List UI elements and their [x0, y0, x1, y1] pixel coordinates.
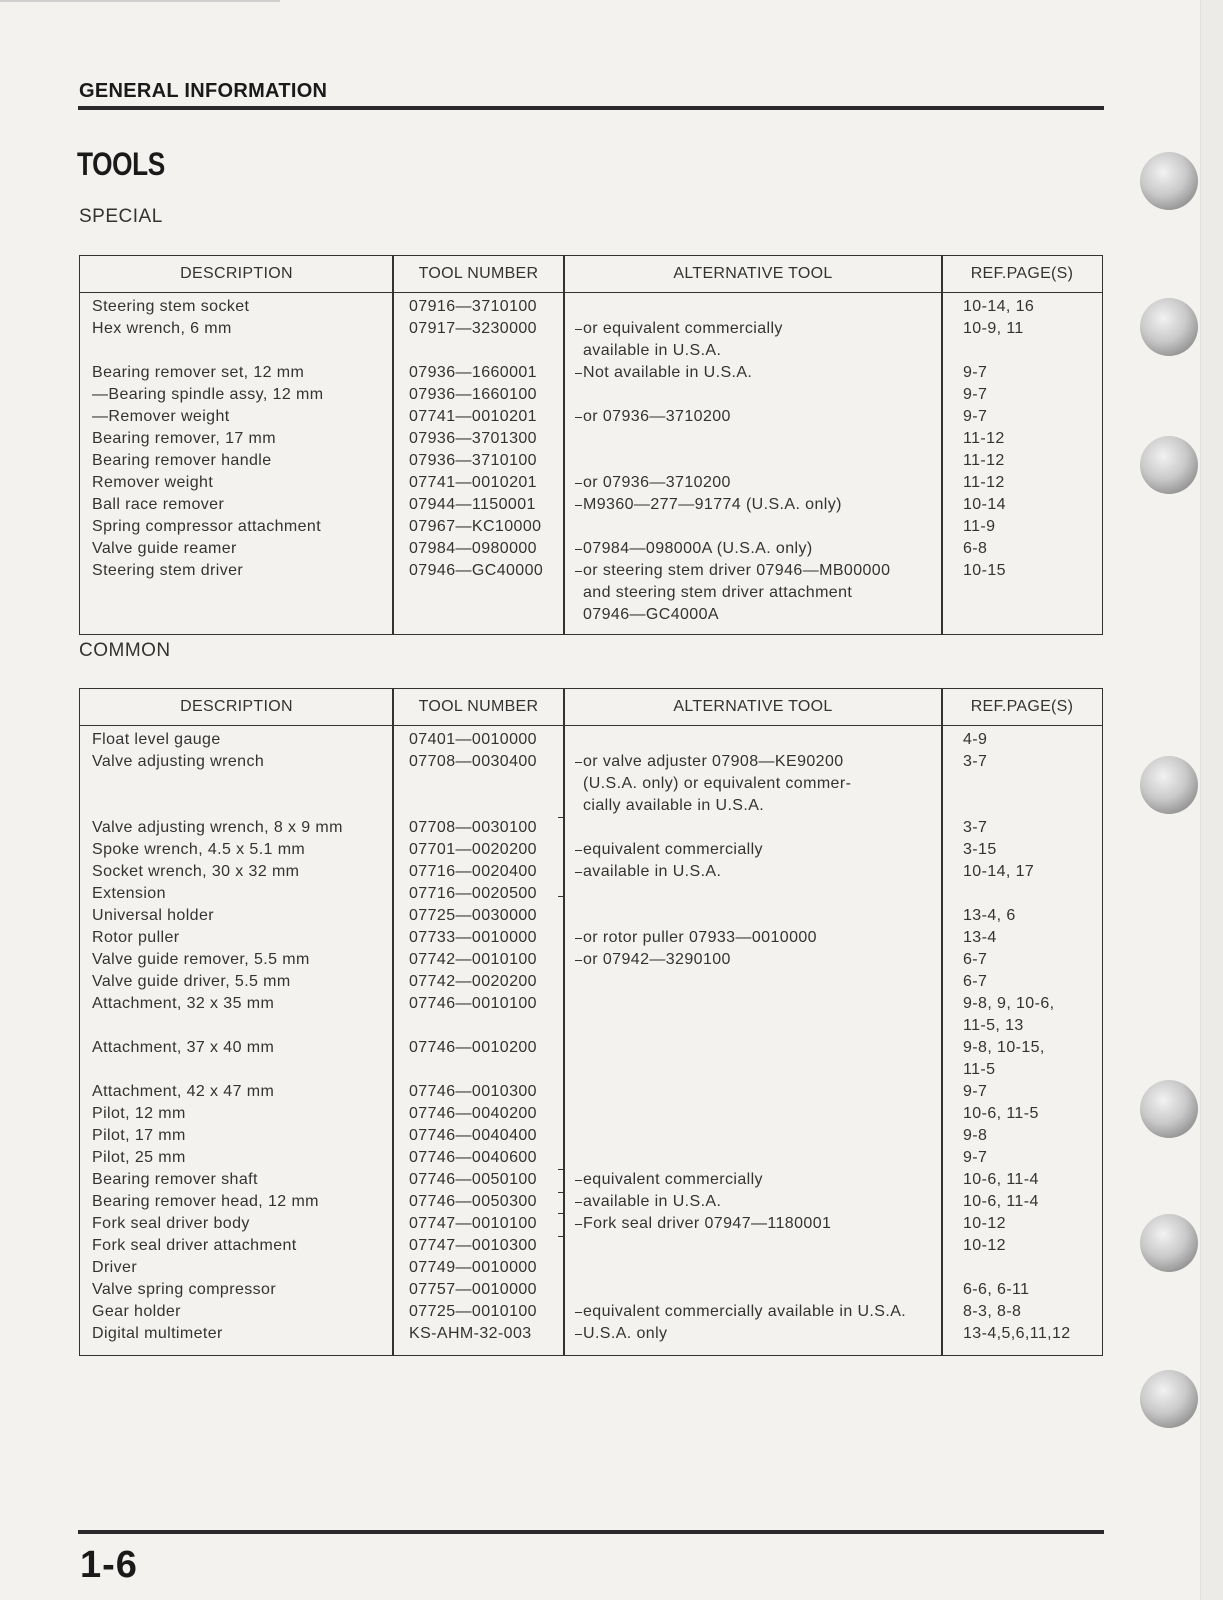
alternative-tool: or 07942—3290100 — [573, 949, 951, 971]
alternative-tool: equivalent commercially available in U.S.A. — [573, 1301, 951, 1323]
tool-number: 07708—0030400 — [409, 753, 537, 770]
column-header-description: DESCRIPTION — [180, 265, 293, 282]
tool-number: 07936—3710100 — [409, 452, 537, 469]
tool-description: Fork seal driver body — [92, 1215, 250, 1232]
alternative-tool: Not available in U.S.A. — [573, 362, 951, 384]
tool-number: 07746—0050100 — [409, 1171, 537, 1188]
common-tools-table — [79, 688, 1103, 1356]
ref-pages: 9-7 — [963, 408, 988, 425]
alternative-tool: equivalent commercially — [573, 1169, 951, 1191]
alternative-tool — [573, 993, 951, 1037]
table-row — [80, 1235, 1102, 1257]
tool-number: 07741—0010201 — [409, 408, 537, 425]
tool-description: —Remover weight — [92, 408, 230, 425]
tool-description: Remover weight — [92, 474, 214, 491]
group-bracket — [558, 817, 564, 897]
table-row — [80, 993, 1102, 1037]
table-header — [80, 689, 1102, 726]
table-row — [80, 516, 1102, 538]
alternative-tool: U.S.A. only — [573, 1323, 951, 1345]
tool-number: 07708—0030100 — [409, 819, 537, 836]
alternative-tool — [573, 384, 951, 406]
tool-number: 07757—0010000 — [409, 1281, 537, 1298]
ref-pages: 13-4 — [963, 929, 997, 946]
table-row — [80, 1147, 1102, 1169]
tool-number: 07746—0010200 — [409, 1039, 537, 1056]
ref-pages: 3-7 — [963, 819, 988, 836]
tool-description: Bearing remover handle — [92, 452, 272, 469]
tool-number: KS-AHM-32-003 — [409, 1325, 532, 1342]
alternative-tool — [573, 1103, 951, 1125]
tool-number: 07916—3710100 — [409, 298, 537, 315]
column-header-ref-pages: REF.PAGE(S) — [970, 698, 1074, 715]
binder-hole — [1140, 152, 1198, 210]
tool-number: 07944—1150001 — [409, 496, 536, 513]
table-row — [80, 406, 1102, 428]
alternative-tool — [573, 516, 951, 538]
binder-hole — [1140, 756, 1198, 814]
tool-number: 07746—0010100 — [409, 995, 537, 1012]
table-row — [80, 1037, 1102, 1081]
scan-edge — [0, 0, 280, 2]
special-tools-table — [79, 255, 1103, 635]
tool-number: 07967—KC10000 — [409, 518, 542, 535]
section-header: GENERAL INFORMATION — [79, 80, 328, 102]
table-row — [80, 1301, 1102, 1323]
table-row — [80, 384, 1102, 406]
ref-pages: 8-3, 8-8 — [963, 1303, 1022, 1320]
ref-pages: 10-6, 11-4 — [963, 1193, 1039, 1210]
table-row — [80, 450, 1102, 472]
table-row — [80, 1103, 1102, 1125]
alternative-tool: available in U.S.A. — [573, 861, 951, 883]
common-subheading: COMMON — [79, 640, 171, 661]
table-row — [80, 1169, 1102, 1191]
alternative-tool: M9360—277—91774 (U.S.A. only) — [573, 494, 951, 516]
ref-pages: 9-7 — [963, 364, 988, 381]
ref-pages: 10-14, 16 — [963, 298, 1035, 315]
tool-number: 07936—1660001 — [409, 364, 537, 381]
alternative-tool: or valve adjuster 07908—KE90200 (U.S.A. only) or equivalent commer- cially available in U.S.A. — [573, 751, 951, 817]
table-row — [80, 1191, 1102, 1213]
ref-pages: 9-7 — [963, 1149, 988, 1166]
tool-description: Spoke wrench, 4.5 x 5.1 mm — [92, 841, 306, 858]
table-row — [80, 1213, 1102, 1235]
binder-hole — [1140, 1214, 1198, 1272]
tool-description: Universal holder — [92, 907, 215, 924]
ref-pages: 10-14, 17 — [963, 863, 1035, 880]
column-header-ref-pages: REF.PAGE(S) — [970, 265, 1074, 282]
table-row — [80, 1323, 1102, 1345]
tool-number: 07401—0010000 — [409, 731, 537, 748]
table-body — [80, 729, 1102, 1345]
ref-pages: 9-8, 9, 10-6, 11-5, 13 — [963, 995, 1055, 1034]
alternative-tool — [573, 1147, 951, 1169]
tool-description: Bearing remover head, 12 mm — [92, 1193, 319, 1210]
tool-number: 07746—0010300 — [409, 1083, 537, 1100]
tool-number: 07747—0010100 — [409, 1215, 537, 1232]
tool-description: Steering stem socket — [92, 298, 250, 315]
table-row — [80, 494, 1102, 516]
tool-description: Hex wrench, 6 mm — [92, 320, 232, 337]
ref-pages: 11-12 — [963, 474, 1005, 491]
column-header-alternative-tool: ALTERNATIVE TOOL — [673, 265, 833, 282]
tool-number: 07716—0020400 — [409, 863, 537, 880]
table-body — [80, 296, 1102, 626]
binder-hole — [1140, 436, 1198, 494]
group-bracket — [558, 1213, 564, 1237]
ref-pages: 13-4,5,6,11,12 — [963, 1325, 1071, 1342]
alternative-tool: or steering stem driver 07946—MB00000 and steering stem driver attachment 07946—GC4000A — [573, 560, 951, 626]
group-bracket — [558, 1169, 564, 1193]
tool-description: Extension — [92, 885, 166, 902]
table-row — [80, 1279, 1102, 1301]
table-row — [80, 971, 1102, 993]
table-row — [80, 905, 1102, 927]
table-row — [80, 296, 1102, 318]
ref-pages: 3-7 — [963, 753, 988, 770]
ref-pages: 6-6, 6-11 — [963, 1281, 1030, 1298]
tool-description: Steering stem driver — [92, 562, 244, 579]
table-row — [80, 1257, 1102, 1279]
alternative-tool — [573, 1279, 951, 1301]
tool-number: 07725—0010100 — [409, 1303, 537, 1320]
tool-description: —Bearing spindle assy, 12 mm — [92, 386, 324, 403]
alternative-tool — [573, 1125, 951, 1147]
tool-description: Valve adjusting wrench — [92, 753, 265, 770]
ref-pages: 10-6, 11-5 — [963, 1105, 1039, 1122]
ref-pages — [951, 883, 1102, 905]
ref-pages: 9-8, 10-15, 11-5 — [963, 1039, 1045, 1078]
tool-description: Pilot, 17 mm — [92, 1127, 186, 1144]
table-row — [80, 560, 1102, 626]
tool-number: 07917—3230000 — [409, 320, 537, 337]
table-header — [80, 256, 1102, 293]
tool-number: 07742—0010100 — [409, 951, 537, 968]
alternative-tool: equivalent commercially — [573, 839, 951, 861]
table-row — [80, 817, 1102, 839]
ref-pages: 11-9 — [963, 518, 996, 535]
ref-pages: 10-6, 11-4 — [963, 1171, 1039, 1188]
tool-number: 07749—0010000 — [409, 1259, 537, 1276]
footer-rule — [78, 1530, 1104, 1534]
ref-pages: 4-9 — [963, 731, 988, 748]
alternative-tool — [573, 1037, 951, 1081]
table-row — [80, 318, 1102, 362]
tool-number: 07725—0030000 — [409, 907, 537, 924]
binder-hole — [1140, 1080, 1198, 1138]
tool-number: 07746—0040400 — [409, 1127, 537, 1144]
table-row — [80, 428, 1102, 450]
binder-hole — [1140, 1370, 1198, 1428]
alternative-tool — [573, 729, 951, 751]
alternative-tool: or 07936—3710200 — [573, 472, 951, 494]
tool-description: Socket wrench, 30 x 32 mm — [92, 863, 300, 880]
tool-description: Pilot, 25 mm — [92, 1149, 186, 1166]
alternative-tool — [573, 428, 951, 450]
table-row — [80, 472, 1102, 494]
tool-number: 07936—1660100 — [409, 386, 537, 403]
ref-pages: 11-12 — [963, 452, 1005, 469]
ref-pages: 11-12 — [963, 430, 1005, 447]
alternative-tool — [573, 1081, 951, 1103]
alternative-tool — [573, 817, 951, 839]
tool-description: Valve guide remover, 5.5 mm — [92, 951, 310, 968]
ref-pages: 9-8 — [963, 1127, 988, 1144]
ref-pages: 6-7 — [963, 973, 988, 990]
tool-description: Float level gauge — [92, 731, 221, 748]
alternative-tool — [573, 1235, 951, 1257]
alternative-tool — [573, 883, 951, 905]
ref-pages: 10-15 — [963, 562, 1006, 579]
tool-number: 07701—0020200 — [409, 841, 537, 858]
tool-description: Valve guide reamer — [92, 540, 237, 557]
tool-description: Bearing remover set, 12 mm — [92, 364, 305, 381]
tool-number: 07746—0040200 — [409, 1105, 537, 1122]
tool-description: Attachment, 42 x 47 mm — [92, 1083, 275, 1100]
ref-pages: 13-4, 6 — [963, 907, 1016, 924]
alternative-tool: Fork seal driver 07947—1180001 — [573, 1213, 951, 1235]
tool-description: Bearing remover, 17 mm — [92, 430, 276, 447]
alternative-tool — [573, 1257, 951, 1279]
tool-description: Driver — [92, 1259, 138, 1276]
tool-description: Valve guide driver, 5.5 mm — [92, 973, 291, 990]
tool-number: 07747—0010300 — [409, 1237, 537, 1254]
alternative-tool: or equivalent commercially available in U.S.A. — [573, 318, 951, 362]
ref-pages: 9-7 — [963, 1083, 988, 1100]
ref-pages: 10-12 — [963, 1215, 1006, 1232]
tool-number: 07733—0010000 — [409, 929, 537, 946]
table-row — [80, 861, 1102, 883]
column-header-tool-number: TOOL NUMBER — [418, 698, 539, 715]
alternative-tool: 07984—098000A (U.S.A. only) — [573, 538, 951, 560]
tool-number: 07936—3701300 — [409, 430, 537, 447]
alternative-tool — [573, 971, 951, 993]
tool-description: Gear holder — [92, 1303, 181, 1320]
column-header-description: DESCRIPTION — [180, 698, 293, 715]
tool-description: Attachment, 37 x 40 mm — [92, 1039, 275, 1056]
alternative-tool — [573, 450, 951, 472]
table-row — [80, 538, 1102, 560]
table-row — [80, 839, 1102, 861]
tool-number: 07984—0980000 — [409, 540, 537, 557]
ref-pages: 9-7 — [963, 386, 988, 403]
ref-pages — [951, 1257, 1102, 1279]
binder-hole — [1140, 298, 1198, 356]
table-row — [80, 1125, 1102, 1147]
ref-pages: 10-12 — [963, 1237, 1006, 1254]
column-header-tool-number: TOOL NUMBER — [418, 265, 539, 282]
tool-number: 07716—0020500 — [409, 885, 537, 902]
page-number: 1-6 — [80, 1544, 138, 1586]
header-rule — [78, 106, 1104, 110]
table-row — [80, 1081, 1102, 1103]
table-row — [80, 729, 1102, 751]
tool-description: Fork seal driver attachment — [92, 1237, 297, 1254]
alternative-tool: available in U.S.A. — [573, 1191, 951, 1213]
tool-number: 07946—GC40000 — [409, 562, 544, 579]
tool-description: Ball race remover — [92, 496, 225, 513]
table-row — [80, 362, 1102, 384]
tool-number: 07746—0050300 — [409, 1193, 537, 1210]
tool-description: Attachment, 32 x 35 mm — [92, 995, 275, 1012]
table-row — [80, 883, 1102, 905]
table-row — [80, 927, 1102, 949]
ref-pages: 3-15 — [963, 841, 997, 858]
alternative-tool — [573, 296, 951, 318]
special-subheading: SPECIAL — [79, 206, 163, 227]
ref-pages: 6-7 — [963, 951, 988, 968]
tool-description: Rotor puller — [92, 929, 180, 946]
alternative-tool — [573, 905, 951, 927]
column-header-alternative-tool: ALTERNATIVE TOOL — [673, 698, 833, 715]
ref-pages: 10-14 — [963, 496, 1006, 513]
tool-number: 07746—0040600 — [409, 1149, 537, 1166]
alternative-tool: or 07936—3710200 — [573, 406, 951, 428]
tool-number: 07742—0020200 — [409, 973, 537, 990]
tool-number: 07741—0010201 — [409, 474, 537, 491]
tool-description: Valve spring compressor — [92, 1281, 277, 1298]
table-row — [80, 751, 1102, 817]
table-row — [80, 949, 1102, 971]
ref-pages: 6-8 — [963, 540, 988, 557]
page-title: TOOLS — [77, 146, 165, 182]
binding-strip — [1200, 0, 1223, 1600]
tool-description: Pilot, 12 mm — [92, 1105, 186, 1122]
ref-pages: 10-9, 11 — [963, 320, 1024, 337]
tool-description: Bearing remover shaft — [92, 1171, 258, 1188]
tool-description: Valve adjusting wrench, 8 x 9 mm — [92, 819, 343, 836]
alternative-tool: or rotor puller 07933—0010000 — [573, 927, 951, 949]
tool-description: Digital multimeter — [92, 1325, 223, 1342]
tool-description: Spring compressor attachment — [92, 518, 322, 535]
